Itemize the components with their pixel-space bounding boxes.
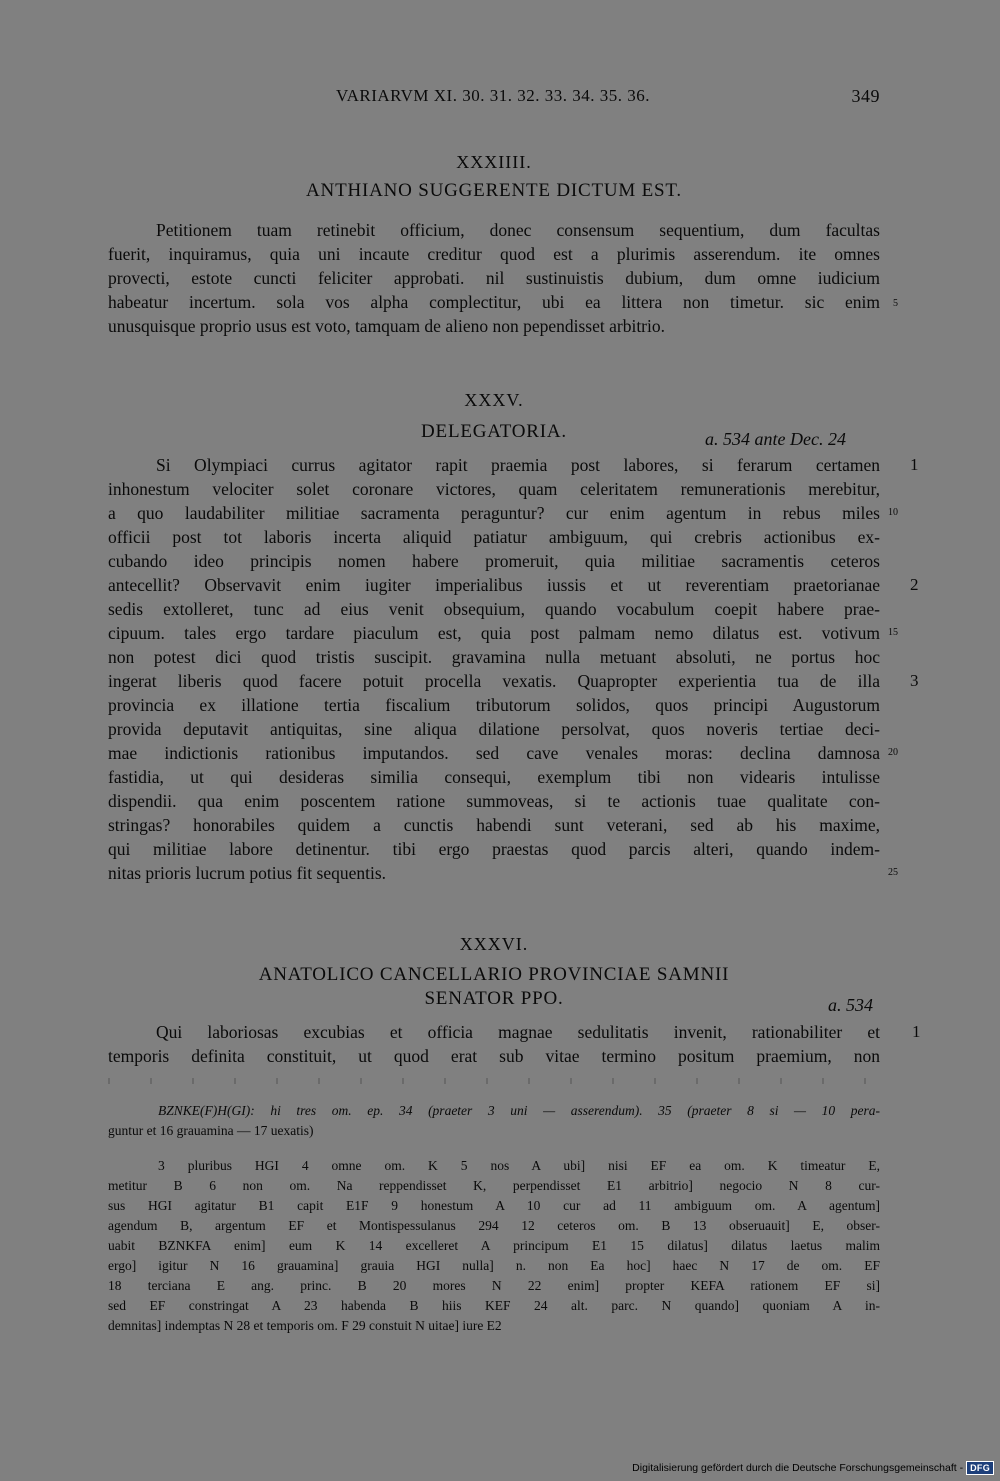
dfg-logo: DFG <box>966 1461 994 1475</box>
line-number: 20 <box>888 747 898 758</box>
text-line: Qui laboriosas excubias et officia magnae sedulitatis invenit, rationabiliter et <box>156 1022 880 1042</box>
text-line: dispendii. qua enim poscentem ratione summoveas, si te actionis tuae qualitate con- <box>108 791 880 811</box>
section-title-line: SENATOR PPO. <box>424 988 564 1009</box>
text-line: nitas prioris lucrum potius fit sequentis. <box>108 863 387 883</box>
section-number: XXXIIII. <box>456 152 532 172</box>
text-line: provincia ex illatione tertia fiscalium tributorum solidos, quos principi Augustorum <box>108 695 880 715</box>
section-number: XXXVI. <box>459 934 529 954</box>
section-title: DELEGATORIA. <box>421 421 567 442</box>
text-line: stringas? honorabiles quidem a cunctis habendi sunt veterani, sed ab his maxime, <box>108 815 880 835</box>
text-line: ingerat liberis quod facere potuit procella vexatis. Quapropter experientia tua de illa <box>108 671 880 691</box>
text-line: provecti, estote cuncti feliciter approbati. nil sustinuistis dubium, dum omne iudicium <box>108 268 880 288</box>
text-line: qui militiae labore detinentur. tibi ergo praestas quod parcis alteri, quando indem- <box>108 839 880 859</box>
section-text <box>108 218 880 338</box>
apparatus-line: sed EF constringat A 23 habenda B hiis KEF 24 alt. parc. N quando] quoniam A in- <box>108 1298 880 1313</box>
margin-mark: 3 <box>910 671 919 690</box>
text-line: non potest dici quod tristis suscipit. gravamina nulla metuant absoluti, ne portus hoc <box>108 647 880 667</box>
apparatus-line: demnitas] indemptas N 28 et temporis om. F 29 constuit N uitae] iure E2 <box>108 1318 502 1333</box>
line-number: 25 <box>888 867 898 878</box>
text-line: antecellit? Observavit enim iugiter imperialibus iussis et ut reverentiam praetorianae <box>108 575 880 595</box>
page-number: 349 <box>851 86 880 106</box>
footer-text: Digitalisierung gefördert durch die Deutsche Forschungsgemeinschaft - <box>632 1462 964 1474</box>
text-line: Si Olympiaci currus agitator rapit praemia post labores, si ferarum certamen <box>156 455 880 475</box>
cut-off-line-fragments <box>108 1078 880 1084</box>
text-line: provida deputavit antiquitas, sine aliqua dilatione persolvat, quos noveris tertiae deci- <box>108 719 880 739</box>
line-number: 5 <box>893 298 898 309</box>
text-line: cubando ideo principis nomen habere promeruit, quia militiae sacramentis ceteros <box>108 551 880 571</box>
section-text <box>108 453 880 885</box>
running-head-title: VARIARVM XI. 30. 31. 32. 33. 34. 35. 36. <box>336 86 650 105</box>
margin-mark: 1 <box>912 1022 921 1041</box>
apparatus-line: 3 pluribus HGI 4 omne om. K 5 nos A ubi] nisi EF ea om. K timeatur E, <box>158 1158 880 1173</box>
text-line: mae indictionis rationibus imputandos. sed cave venales moras: declina damnosa <box>108 743 880 763</box>
text-line: habeatur incertum. sola vos alpha complectitur, ubi ea littera non timetur. sic enim <box>108 292 880 312</box>
apparatus-line: 18 terciana E ang. princ. B 20 mores N 22 enim] propter KEFA rationem EF si] <box>108 1278 880 1293</box>
text-line: cipuum. tales ergo tardare piaculum est, quia post palmam nemo dilatus est. votivum <box>108 623 880 643</box>
text-line: officii post tot laboris incerta aliquid patiatur ambiguum, qui crebris actionibus ex- <box>108 527 880 547</box>
line-number: 10 <box>888 507 898 518</box>
apparatus-line: BZNKE(F)H(GI): hi tres om. ep. 34 (praeter 3 uni — asserendum). 35 (praeter 8 si — 10 pera- <box>158 1103 880 1118</box>
text-line: fastidia, ut qui desideras similia consequi, exemplum tibi non videaris intulisse <box>108 767 880 787</box>
section-title-line: ANATOLICO CANCELLARIO PROVINCIAE SAMNII <box>258 964 730 985</box>
funding-footer <box>632 1460 994 1476</box>
margin-mark: 1 <box>910 455 919 474</box>
apparatus-line: metitur B 6 non om. Na reppendisset K, perpendisset E1 arbitrio] negocio N 8 cur- <box>108 1178 880 1193</box>
apparatus-sigla <box>108 1101 880 1141</box>
apparatus-line: agendum B, argentum EF et Montispessulanus 294 12 ceteros om. B 13 obseruauit] E, obser- <box>108 1218 880 1233</box>
date-note: a. 534 ante Dec. 24 <box>705 429 846 449</box>
text-line: Petitionem tuam retinebit officium, donec consensum sequentium, dum facultas <box>156 220 880 240</box>
apparatus-line: guntur et 16 grauamina — 17 uexatis) <box>108 1123 314 1138</box>
margin-mark: 2 <box>910 575 919 594</box>
section-text <box>108 1020 880 1068</box>
section-number: XXXV. <box>464 390 524 410</box>
text-line: a quo laudabiliter militiae sacramenta peraguntur? cur enim agentum in rebus miles <box>108 503 880 523</box>
line-number: 15 <box>888 627 898 638</box>
text-line: fuerit, inquiramus, quia uni incaute creditur quod est a plurimis asserendum. ite omnes <box>108 244 880 264</box>
text-line: sedis extolleret, tunc ad eius venit obsequium, quando vocabulum coepit habere prae- <box>108 599 880 619</box>
apparatus-line: ergo] igitur N 16 grauamina] grauia HGI nulla] n. non Ea hoc] haec N 17 de om. EF <box>108 1258 880 1273</box>
section-title: ANTHIANO SUGGERENTE DICTUM EST. <box>306 180 682 201</box>
text-line: inhonestum velociter solet coronare victores, quam celeritatem remunerationis merebitur, <box>108 479 880 499</box>
text-line: unusquisque proprio usus est voto, tamquam de alieno non pependisset arbitrio. <box>108 316 665 336</box>
date-note: a. 534 <box>828 995 873 1015</box>
apparatus-variants <box>108 1156 880 1336</box>
apparatus-line: sus HGI agitatur B1 capit E1F 9 honestum A 10 cur ad 11 ambiguum om. A agentum] <box>108 1198 880 1213</box>
apparatus-line: uabit BZNKFA enim] eum K 14 excelleret A principum E1 15 dilatus] dilatus laetus malim <box>108 1238 880 1253</box>
text-line: temporis definita constituit, ut quod erat sub vitae termino positum praemium, non <box>108 1046 880 1066</box>
